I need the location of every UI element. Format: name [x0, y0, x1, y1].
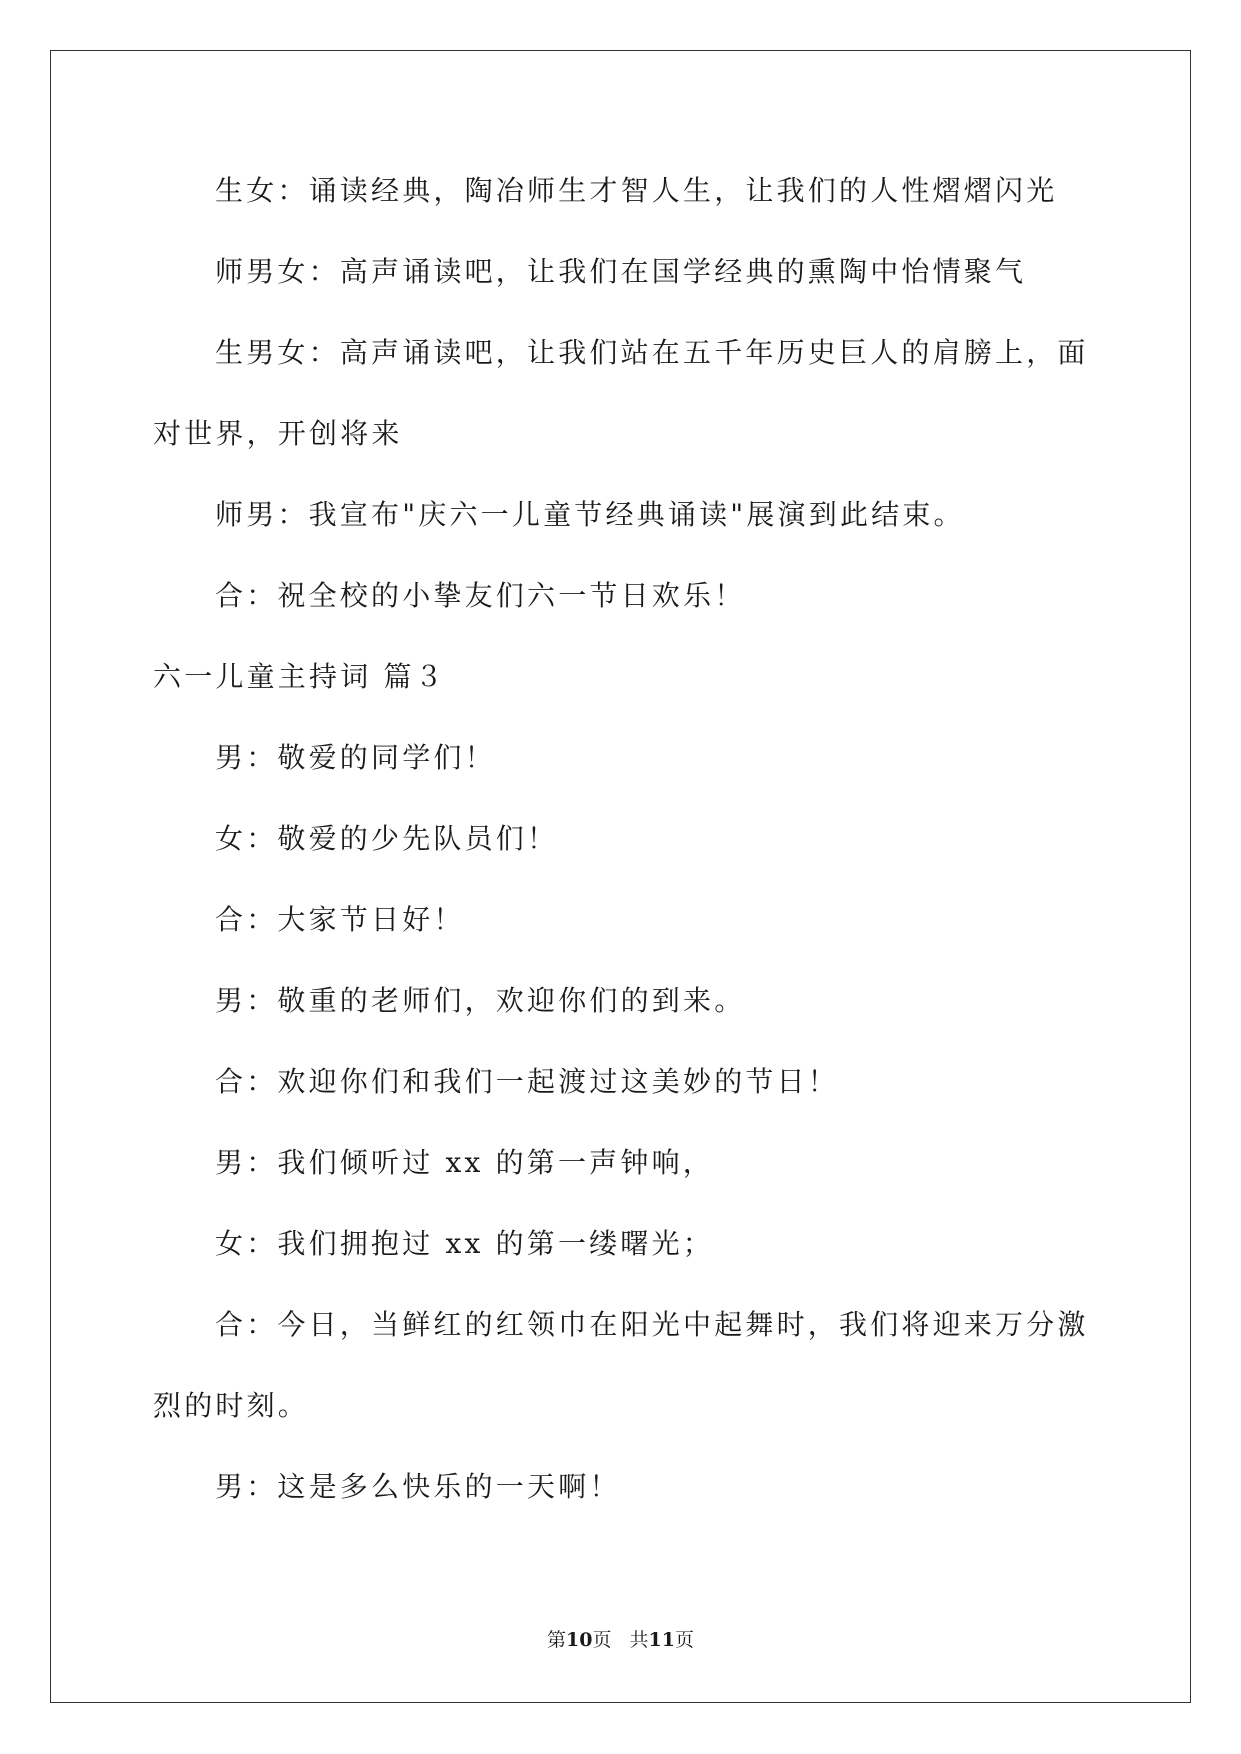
section-heading: 六一儿童主持词 篇３ [153, 660, 446, 693]
page-total-prefix: 共 [629, 1629, 649, 1651]
paragraph-line: 师男：我宣布"庆六一儿童节经典诵读"展演到此结束。 [215, 498, 965, 531]
paragraph-line: 合：大家节日好！ [215, 903, 465, 936]
page-border [50, 50, 1191, 1703]
paragraph-line: 女：敬爱的少先队员们！ [215, 822, 559, 855]
paragraph-line: 合：祝全校的小挚友们六一节日欢乐！ [215, 579, 746, 612]
paragraph-line: 师男女：高声诵读吧，让我们在国学经典的熏陶中怡情聚气 [215, 255, 1027, 288]
page-number-current: 10 [566, 1629, 593, 1651]
paragraph-line: 男：我们倾听过 xx 的第一声钟响， [215, 1146, 714, 1179]
paragraph-line: 生女：诵读经典，陶冶师生才智人生，让我们的人性熠熠闪光 [215, 174, 1058, 207]
paragraph-line: 女：我们拥抱过 xx 的第一缕曙光； [215, 1227, 714, 1260]
paragraph-continuation: 对世界，开创将来 [153, 417, 403, 450]
page-number-total: 11 [648, 1629, 675, 1651]
paragraph-line: 合：今日，当鲜红的红领巾在阳光中起舞时，我们将迎来万分激 [215, 1308, 1089, 1341]
page-total-suffix: 页 [674, 1629, 694, 1651]
paragraph-continuation: 烈的时刻。 [153, 1389, 310, 1422]
page-number-suffix: 页 [592, 1629, 612, 1651]
page-footer [0, 1628, 1241, 1652]
page-number-prefix: 第 [547, 1629, 567, 1651]
paragraph-line: 男：这是多么快乐的一天啊！ [215, 1470, 621, 1503]
paragraph-line: 生男女：高声诵读吧，让我们站在五千年历史巨人的肩膀上，面 [215, 336, 1089, 369]
paragraph-line: 男：敬爱的同学们！ [215, 741, 496, 774]
paragraph-line: 男：敬重的老师们，欢迎你们的到来。 [215, 984, 746, 1017]
paragraph-line: 合：欢迎你们和我们一起渡过这美妙的节日！ [215, 1065, 840, 1098]
